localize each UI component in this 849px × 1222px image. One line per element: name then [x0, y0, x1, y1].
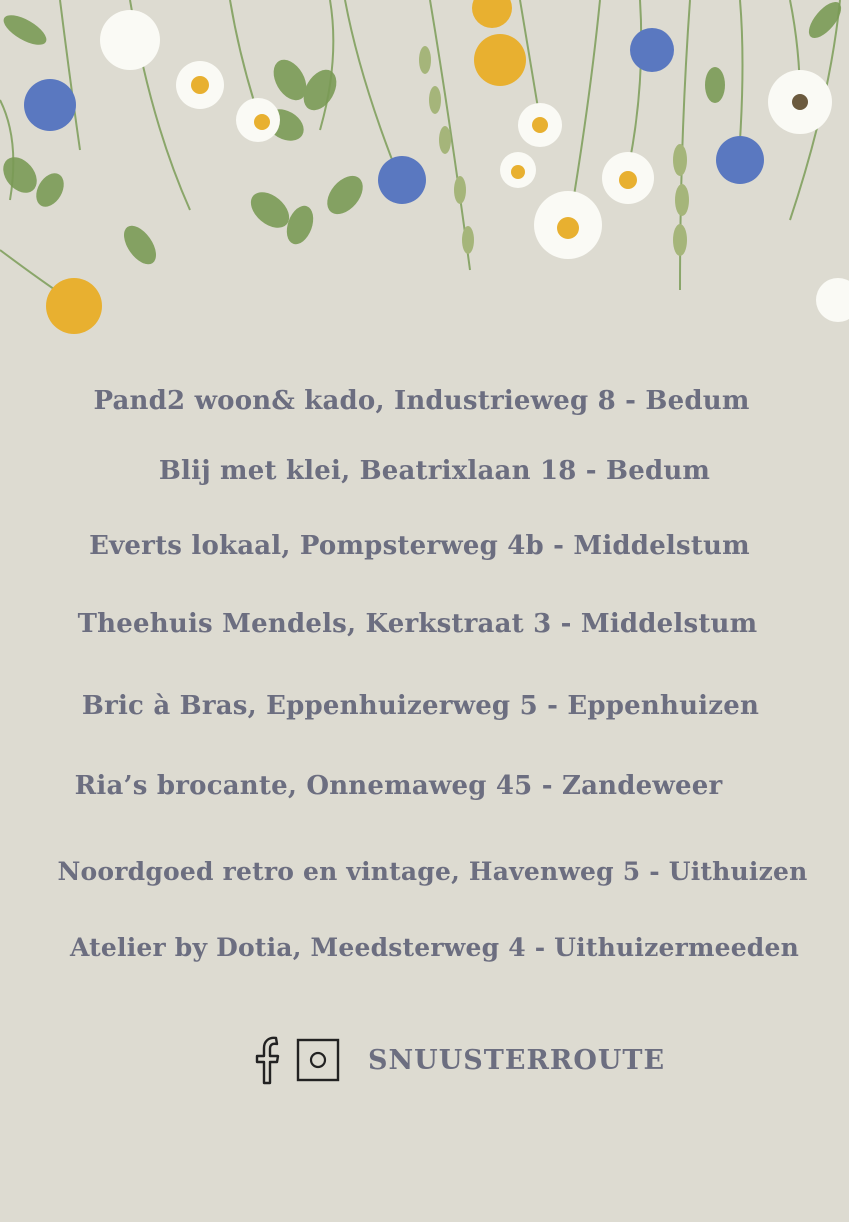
location-line: Atelier by Dotia, Meedsterweg 4 - Uithuizermeeden [70, 933, 799, 962]
location-line: Ria’s brocante, Onnemaweg 45 - Zandeweer [74, 771, 723, 801]
wildflower-illustration [0, 0, 849, 360]
location-line: Noordgoed retro en vintage, Havenweg 5 - Uithuizen [57, 857, 808, 886]
brand-name: SNUUSTERROUTE [368, 1044, 666, 1076]
location-line: Theehuis Mendels, Kerkstraat 3 - Middelstum [77, 609, 758, 639]
location-line: Everts lokaal, Pompsterweg 4b - Middelstum [89, 531, 750, 561]
location-line: Blij met klei, Beatrixlaan 18 - Bedum [158, 456, 711, 486]
location-line: Bric à Bras, Eppenhuizerweg 5 - Eppenhuizen [81, 691, 760, 721]
facebook-icon[interactable] [250, 1034, 286, 1086]
location-line: Pand2 woon& kado, Industrieweg 8 - Bedum [93, 386, 750, 416]
instagram-icon[interactable] [296, 1038, 340, 1082]
social-links [250, 1032, 665, 1088]
